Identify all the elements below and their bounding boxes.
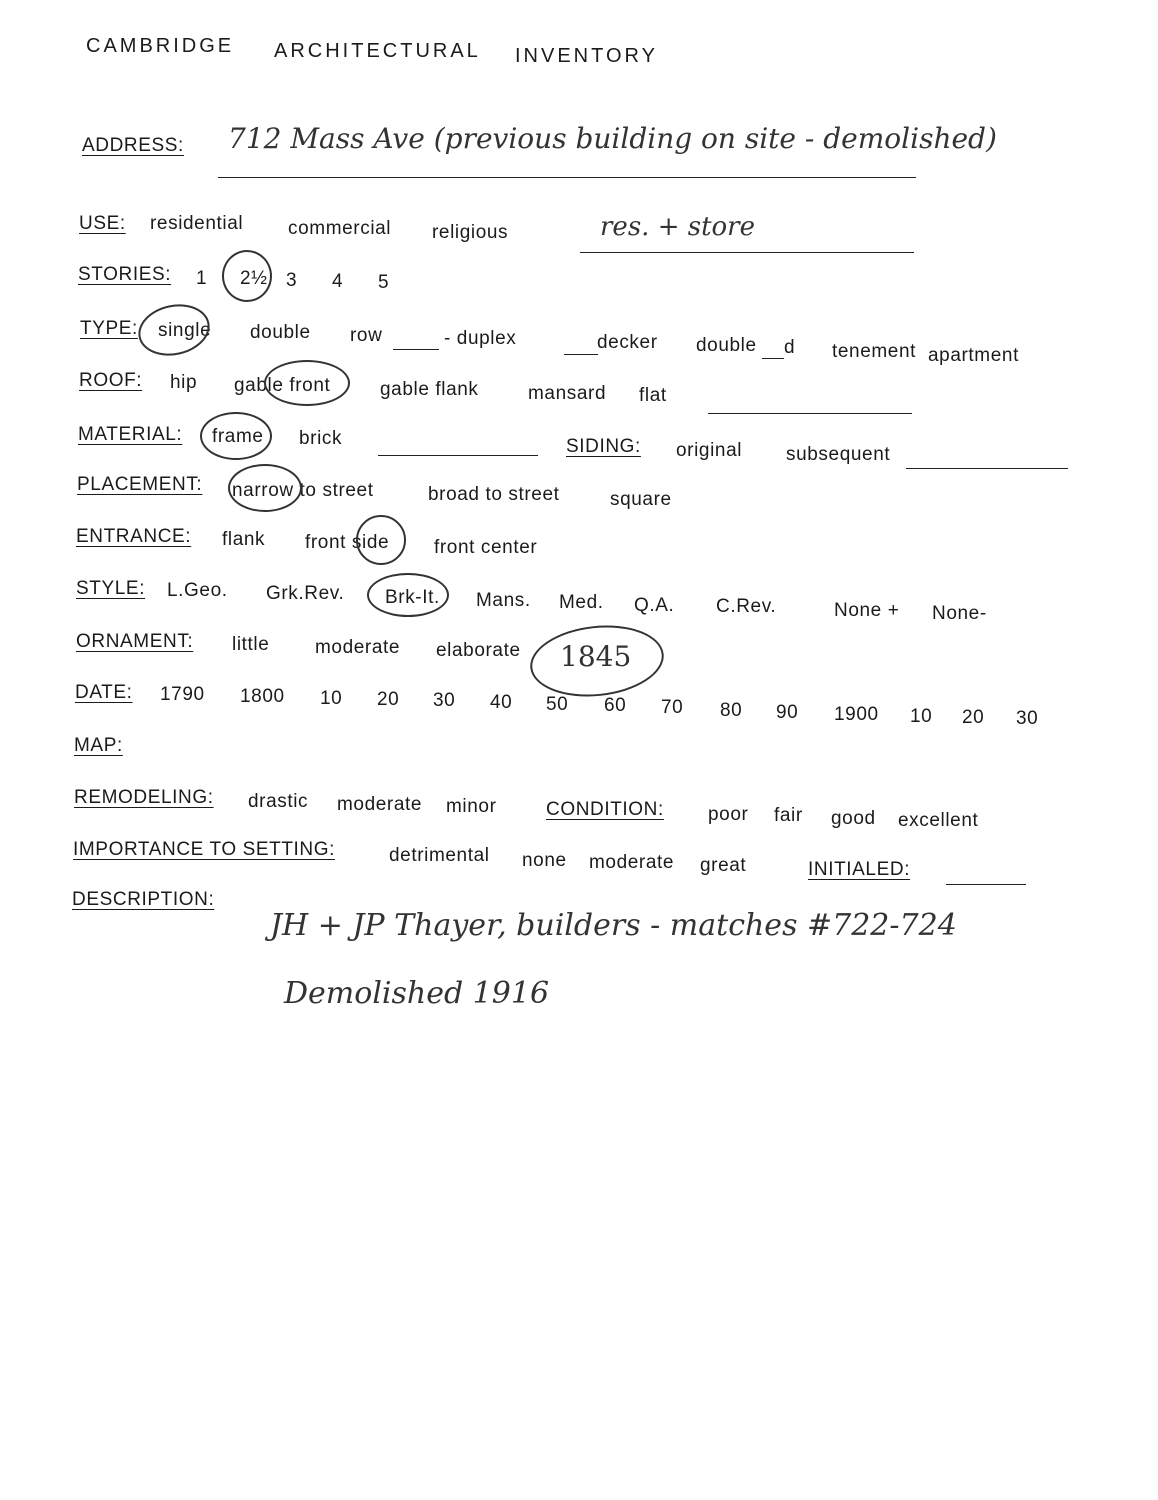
style-label: STYLE: <box>76 578 146 599</box>
type-option: row <box>350 325 383 346</box>
stories-option: 3 <box>286 270 298 291</box>
initialed-blank <box>946 884 1026 885</box>
material-option: brick <box>299 428 343 449</box>
condition-option: poor <box>708 804 749 825</box>
use-option: commercial <box>288 218 392 239</box>
type-blank <box>393 349 439 350</box>
selection-circle <box>134 298 215 362</box>
description-line: JH + JP Thayer, builders - matches #722-724 <box>270 908 957 943</box>
address-line <box>218 177 916 178</box>
importance-option: none <box>522 850 567 871</box>
roof-option: flat <box>639 385 667 406</box>
placement-option-selected: narrow to street <box>232 480 374 501</box>
use-line <box>580 252 914 253</box>
roof-label: ROOF: <box>79 370 143 391</box>
style-option: None + <box>834 600 900 621</box>
remodeling-label: REMODELING: <box>74 787 214 808</box>
entrance-option-selected: front side <box>305 532 390 553</box>
siding-option: original <box>676 440 743 461</box>
condition-option: fair <box>774 805 803 826</box>
material-option-selected: frame <box>212 426 264 447</box>
roof-option-selected: gable front <box>234 375 331 396</box>
ornament-label: ORNAMENT: <box>76 631 194 652</box>
selection-circle <box>200 412 272 460</box>
style-option: None- <box>932 603 987 624</box>
date-option: 10 <box>320 688 343 709</box>
use-value: res. + store <box>600 212 755 242</box>
date-option: 60 <box>604 695 627 716</box>
roof-option: hip <box>170 372 198 393</box>
map-label: MAP: <box>74 735 123 756</box>
type-option: double <box>696 335 757 356</box>
remodeling-option: minor <box>446 796 497 817</box>
use-label: USE: <box>79 213 126 234</box>
ornament-option: elaborate <box>436 640 521 661</box>
header-word-3: INVENTORY <box>515 45 658 67</box>
material-label: MATERIAL: <box>78 424 183 445</box>
siding-blank <box>906 468 1068 469</box>
type-option: - duplex <box>444 328 517 349</box>
selection-circle <box>264 360 350 406</box>
date-option: 70 <box>661 697 684 718</box>
date-note: 1845 <box>560 640 632 673</box>
date-option: 20 <box>962 707 985 728</box>
type-option: tenement <box>832 341 917 362</box>
roof-option: gable flank <box>380 379 479 400</box>
type-option: double <box>250 322 311 343</box>
stories-option: 5 <box>378 272 390 293</box>
address-label: ADDRESS: <box>82 135 184 156</box>
header-word-1: CAMBRIDGE <box>86 35 235 57</box>
date-option: 30 <box>433 690 456 711</box>
type-blank <box>762 358 784 359</box>
date-option: 80 <box>720 700 743 721</box>
selection-circle <box>228 464 302 512</box>
style-option: Mans. <box>476 590 531 611</box>
type-option: decker <box>597 332 658 353</box>
use-option: religious <box>432 222 509 243</box>
style-option: C.Rev. <box>716 596 777 617</box>
importance-option: great <box>700 855 747 876</box>
placement-label: PLACEMENT: <box>77 474 203 495</box>
date-option: 20 <box>377 689 400 710</box>
date-option: 90 <box>776 702 799 723</box>
condition-option: excellent <box>898 810 979 831</box>
date-option: 1900 <box>834 704 879 725</box>
initialed-label: INITIALED: <box>808 859 911 880</box>
entrance-option: flank <box>222 529 266 550</box>
type-option: apartment <box>928 345 1019 366</box>
date-option: 50 <box>546 694 569 715</box>
remodeling-option: drastic <box>248 791 309 812</box>
date-label: DATE: <box>75 682 133 703</box>
condition-option: good <box>831 808 876 829</box>
type-blank <box>564 354 598 355</box>
selection-circle <box>367 573 449 617</box>
style-option: L.Geo. <box>167 580 228 601</box>
date-option: 40 <box>490 692 513 713</box>
placement-option: broad to street <box>428 484 560 505</box>
date-option: 10 <box>910 706 933 727</box>
siding-option: subsequent <box>786 444 891 465</box>
date-option: 1790 <box>160 684 205 705</box>
stories-option-selected: 2½ <box>240 268 268 289</box>
style-option: Grk.Rev. <box>266 583 345 604</box>
entrance-label: ENTRANCE: <box>76 526 192 547</box>
style-option: Med. <box>559 592 604 613</box>
condition-label: CONDITION: <box>546 799 664 820</box>
roof-option: mansard <box>528 383 607 404</box>
address-value: 712 Mass Ave (previous building on site - demolished) <box>228 122 997 155</box>
style-option-selected: Brk-It. <box>385 587 440 608</box>
entrance-option: front center <box>434 537 538 558</box>
ornament-option: little <box>232 634 270 655</box>
ornament-option: moderate <box>315 637 401 658</box>
use-option: residential <box>150 213 244 234</box>
description-label: DESCRIPTION: <box>72 889 215 910</box>
importance-label: IMPORTANCE TO SETTING: <box>73 839 335 860</box>
remodeling-option: moderate <box>337 794 423 815</box>
importance-option: moderate <box>589 852 675 873</box>
siding-label: SIDING: <box>566 436 641 457</box>
date-option: 30 <box>1016 708 1039 729</box>
date-option: 1800 <box>240 686 285 707</box>
stories-option: 1 <box>196 268 208 289</box>
stories-label: STORIES: <box>78 264 172 285</box>
selection-circle <box>356 515 406 565</box>
stories-option: 4 <box>332 271 344 292</box>
description-line: Demolished 1916 <box>284 976 550 1011</box>
header-word-2: ARCHITECTURAL <box>274 40 481 62</box>
material-blank <box>378 455 538 456</box>
type-label: TYPE: <box>80 318 138 339</box>
selection-circle <box>222 250 272 302</box>
importance-option: detrimental <box>389 845 490 866</box>
style-option: Q.A. <box>634 595 675 616</box>
type-option-selected: single <box>158 320 212 341</box>
type-option: d <box>784 337 796 358</box>
placement-option: square <box>610 489 672 510</box>
roof-blank <box>708 413 912 414</box>
